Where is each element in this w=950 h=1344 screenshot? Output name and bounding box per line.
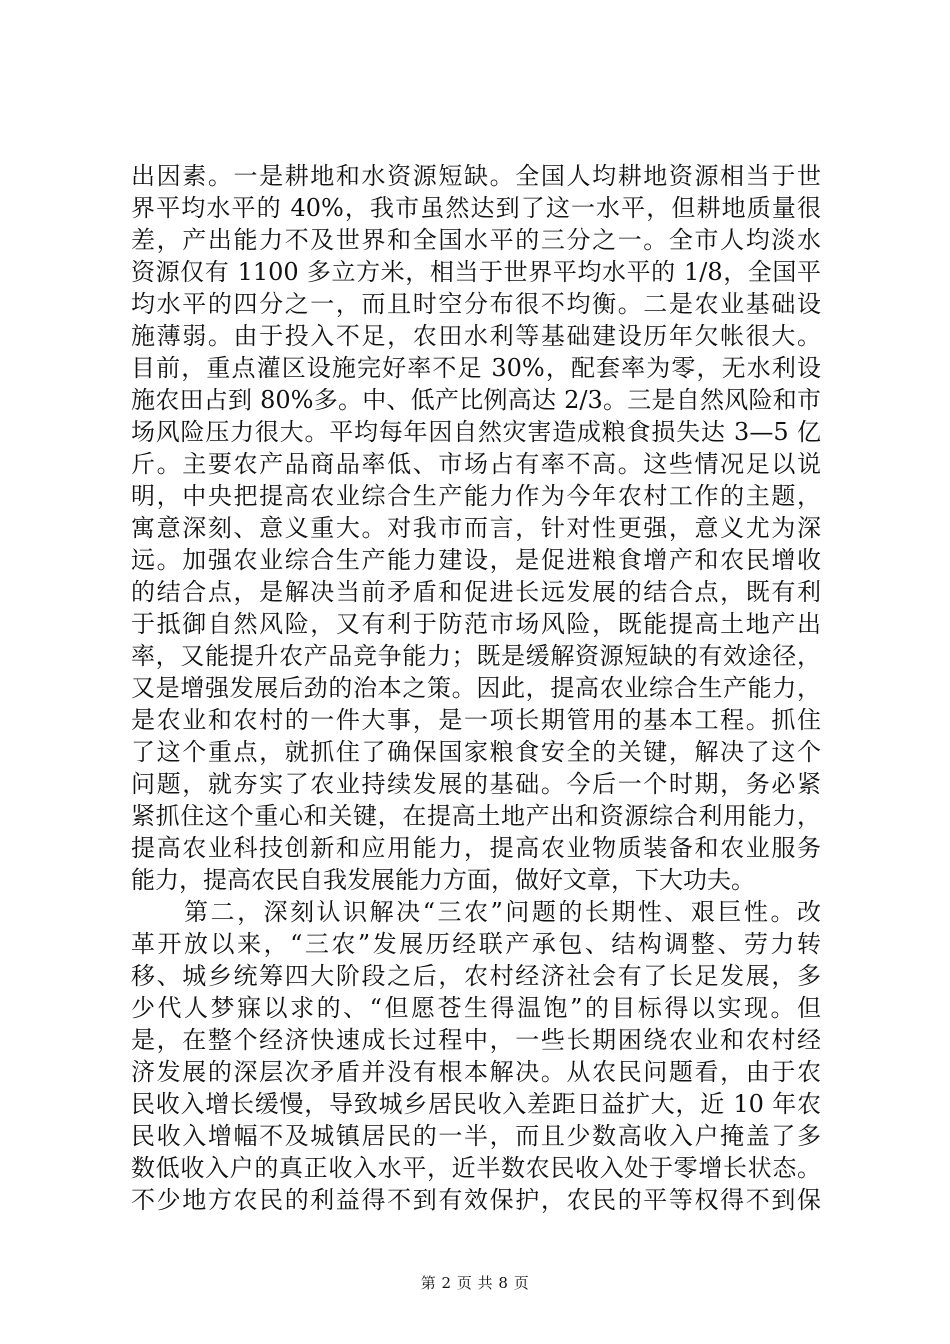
text-line: 民收入增幅不及城镇居民的一半，而且少数高收入户掩盖了多 bbox=[131, 1122, 821, 1150]
text-line: 紧抓住这个重心和关键，在提高土地产出和资源综合利用能力， bbox=[131, 802, 821, 830]
text-line: 目前，重点灌区设施完好率不足 30%，配套率为零，无水利设 bbox=[131, 354, 821, 382]
text-line: 资源仅有 1100 多立方米，相当于世界平均水平的 1/8，全国平 bbox=[131, 258, 821, 286]
text-line: 革开放以来，“三农”发展历经联产承包、结构调整、劳力转 bbox=[131, 930, 821, 958]
text-line: 率，又能提升农产品竞争能力；既是缓解资源短缺的有效途径， bbox=[131, 642, 821, 670]
text-line: 民收入增长缓慢，导致城乡居民收入差距日益扩大，近 10 年农 bbox=[131, 1090, 821, 1118]
text-line: 斤。主要农产品商品率低、市场占有率不高。这些情况足以说 bbox=[131, 450, 821, 478]
text-line: 济发展的深层次矛盾并没有根本解决。从农民问题看，由于农 bbox=[131, 1058, 821, 1086]
text-line: 又是增强发展后劲的治本之策。因此，提高农业综合生产能力， bbox=[131, 674, 821, 702]
text-line: 出因素。一是耕地和水资源短缺。全国人均耕地资源相当于世 bbox=[131, 162, 821, 190]
body-text bbox=[131, 160, 821, 1216]
text-line: 是，在整个经济快速成长过程中，一些长期困绕农业和农村经 bbox=[131, 1026, 821, 1054]
text-line: 第二，深刻认识解决“三农”问题的长期性、艰巨性。改 bbox=[131, 898, 821, 926]
text-line: 少代人梦寐以求的、“但愿苍生得温饱”的目标得以实现。但 bbox=[131, 994, 821, 1022]
text-line: 施薄弱。由于投入不足，农田水利等基础建设历年欠帐很大。 bbox=[131, 322, 821, 350]
text-line: 能力，提高农民自我发展能力方面，做好文章，下大功夫。 bbox=[131, 866, 755, 894]
text-line: 于抵御自然风险，又有利于防范市场风险，既能提高土地产出 bbox=[131, 610, 821, 638]
text-line: 移、城乡统筹四大阶段之后，农村经济社会有了长足发展，多 bbox=[131, 962, 821, 990]
text-line: 明，中央把提高农业综合生产能力作为今年农村工作的主题， bbox=[131, 482, 821, 510]
text-line: 的结合点，是解决当前矛盾和促进长远发展的结合点，既有利 bbox=[131, 578, 821, 606]
text-line: 远。加强农业综合生产能力建设，是促进粮食增产和农民增收 bbox=[131, 546, 821, 574]
text-line: 差，产出能力不及世界和全国水平的三分之一。全市人均淡水 bbox=[131, 226, 821, 254]
text-line: 不少地方农民的利益得不到有效保护，农民的平等权得不到保 bbox=[131, 1186, 821, 1214]
text-line: 均水平的四分之一，而且时空分布很不均衡。二是农业基础设 bbox=[131, 290, 821, 318]
text-line: 提高农业科技创新和应用能力，提高农业物质装备和农业服务 bbox=[131, 834, 821, 862]
text-line: 数低收入户的真正收入水平，近半数农民收入处于零增长状态。 bbox=[131, 1154, 821, 1182]
page-footer: 第 2 页 共 8 页 bbox=[420, 1274, 530, 1292]
text-line: 问题，就夯实了农业持续发展的基础。今后一个时期，务必紧 bbox=[131, 770, 821, 798]
text-line: 场风险压力很大。平均每年因自然灾害造成粮食损失达 3—5 亿 bbox=[131, 418, 821, 446]
text-line: 是农业和农村的一件大事，是一项长期管用的基本工程。抓住 bbox=[131, 706, 821, 734]
text-line: 了这个重点，就抓住了确保国家粮食安全的关键，解决了这个 bbox=[131, 738, 821, 766]
text-line: 界平均水平的 40%，我市虽然达到了这一水平，但耕地质量很 bbox=[131, 194, 821, 222]
text-line: 寓意深刻、意义重大。对我市而言，针对性更强，意义尤为深 bbox=[131, 514, 821, 542]
text-line: 施农田占到 80%多。中、低产比例高达 2/3。三是自然风险和市 bbox=[131, 386, 821, 414]
